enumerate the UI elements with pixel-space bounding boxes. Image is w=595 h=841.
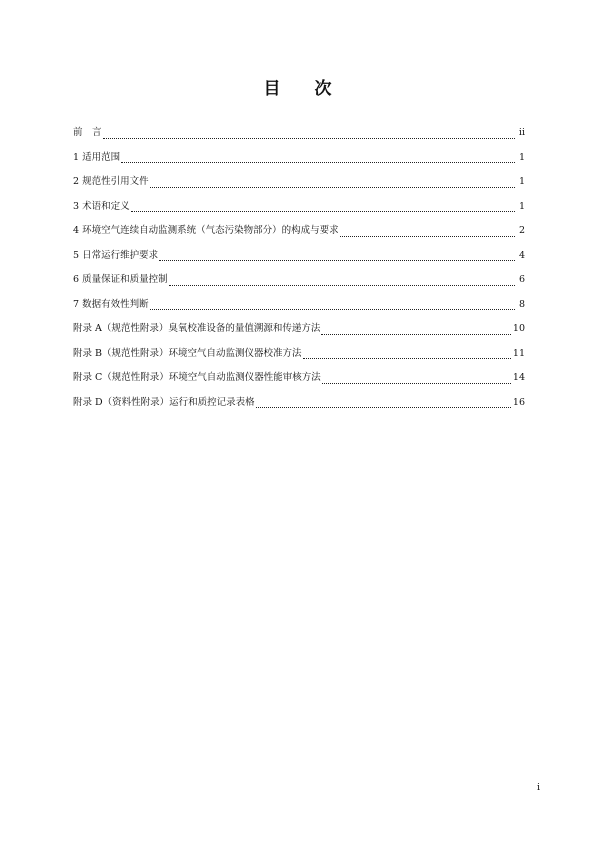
toc-entry-label: 附录 D（资料性附录）运行和质控记录表格 (73, 396, 255, 408)
toc-entry-page: 11 (512, 347, 525, 359)
page-number: i (536, 782, 540, 793)
toc-entry-appendix-c[interactable] (73, 368, 525, 393)
toc-entry-label: 6 质量保证和质量控制 (73, 274, 168, 285)
toc-entry-appendix-b[interactable] (73, 344, 525, 369)
toc-dot-leader (322, 383, 511, 384)
toc-dot-leader (159, 260, 515, 261)
toc-entry-appendix-a[interactable] (73, 319, 525, 344)
toc-entry-page: 1 (518, 200, 525, 212)
page-title: 目 次 (263, 79, 346, 99)
toc-dot-leader (321, 334, 511, 335)
toc-entry-label: 附录 C（规范性附录）环境空气自动监测仪器性能审核方法 (73, 372, 321, 383)
toc-entry-label: 3 术语和定义 (73, 200, 130, 212)
toc-entry-page: 2 (518, 225, 525, 236)
toc-entry-foreword[interactable] (73, 123, 525, 148)
toc-entry-page: 1 (518, 151, 525, 163)
toc-entry-page: 1 (518, 176, 525, 187)
toc-entry-scope[interactable] (73, 148, 525, 173)
toc-dot-leader (169, 285, 515, 286)
toc-entry-label: 2 规范性引用文件 (73, 176, 149, 187)
toc-entry-data-validity[interactable] (73, 295, 525, 320)
toc-dot-leader (150, 187, 515, 188)
toc-entry-quality-assurance[interactable] (73, 270, 525, 295)
toc-entry-page: 6 (518, 274, 525, 285)
toc-dot-leader (150, 309, 515, 310)
toc-entry-label: 4 环境空气连续自动监测系统（气态污染物部分）的构成与要求 (73, 225, 339, 236)
toc-entry-page: 8 (518, 298, 525, 310)
toc-entry-terms-definitions[interactable] (73, 197, 525, 222)
toc-entry-label: 7 数据有效性判断 (73, 298, 149, 310)
toc-dot-leader (103, 138, 515, 139)
toc-entry-system-composition[interactable] (73, 221, 525, 246)
toc-entry-daily-maintenance[interactable] (73, 246, 525, 271)
toc-entry-label: 附录 B（规范性附录）环境空气自动监测仪器校准方法 (73, 347, 302, 359)
toc-dot-leader (340, 236, 515, 237)
toc-dot-leader (303, 358, 511, 359)
toc-dot-leader (256, 407, 511, 408)
toc-entry-normative-references[interactable] (73, 172, 525, 197)
toc-entry-page: 10 (512, 323, 525, 334)
toc-entry-label: 1 适用范围 (73, 151, 121, 163)
toc-entry-appendix-d[interactable] (73, 393, 525, 418)
toc-dot-leader (121, 162, 515, 163)
table-of-contents (73, 123, 525, 417)
toc-entry-page: 16 (512, 396, 525, 408)
toc-entry-label: 5 日常运行维护要求 (73, 249, 159, 261)
toc-entry-page: 14 (512, 372, 525, 383)
toc-entry-label: 前 言 (73, 127, 102, 138)
toc-entry-label: 附录 A（规范性附录）臭氧校准设备的量值溯源和传递方法 (73, 323, 321, 334)
toc-entry-page: ii (518, 127, 525, 138)
toc-entry-page: 4 (518, 249, 525, 261)
toc-dot-leader (131, 211, 515, 212)
